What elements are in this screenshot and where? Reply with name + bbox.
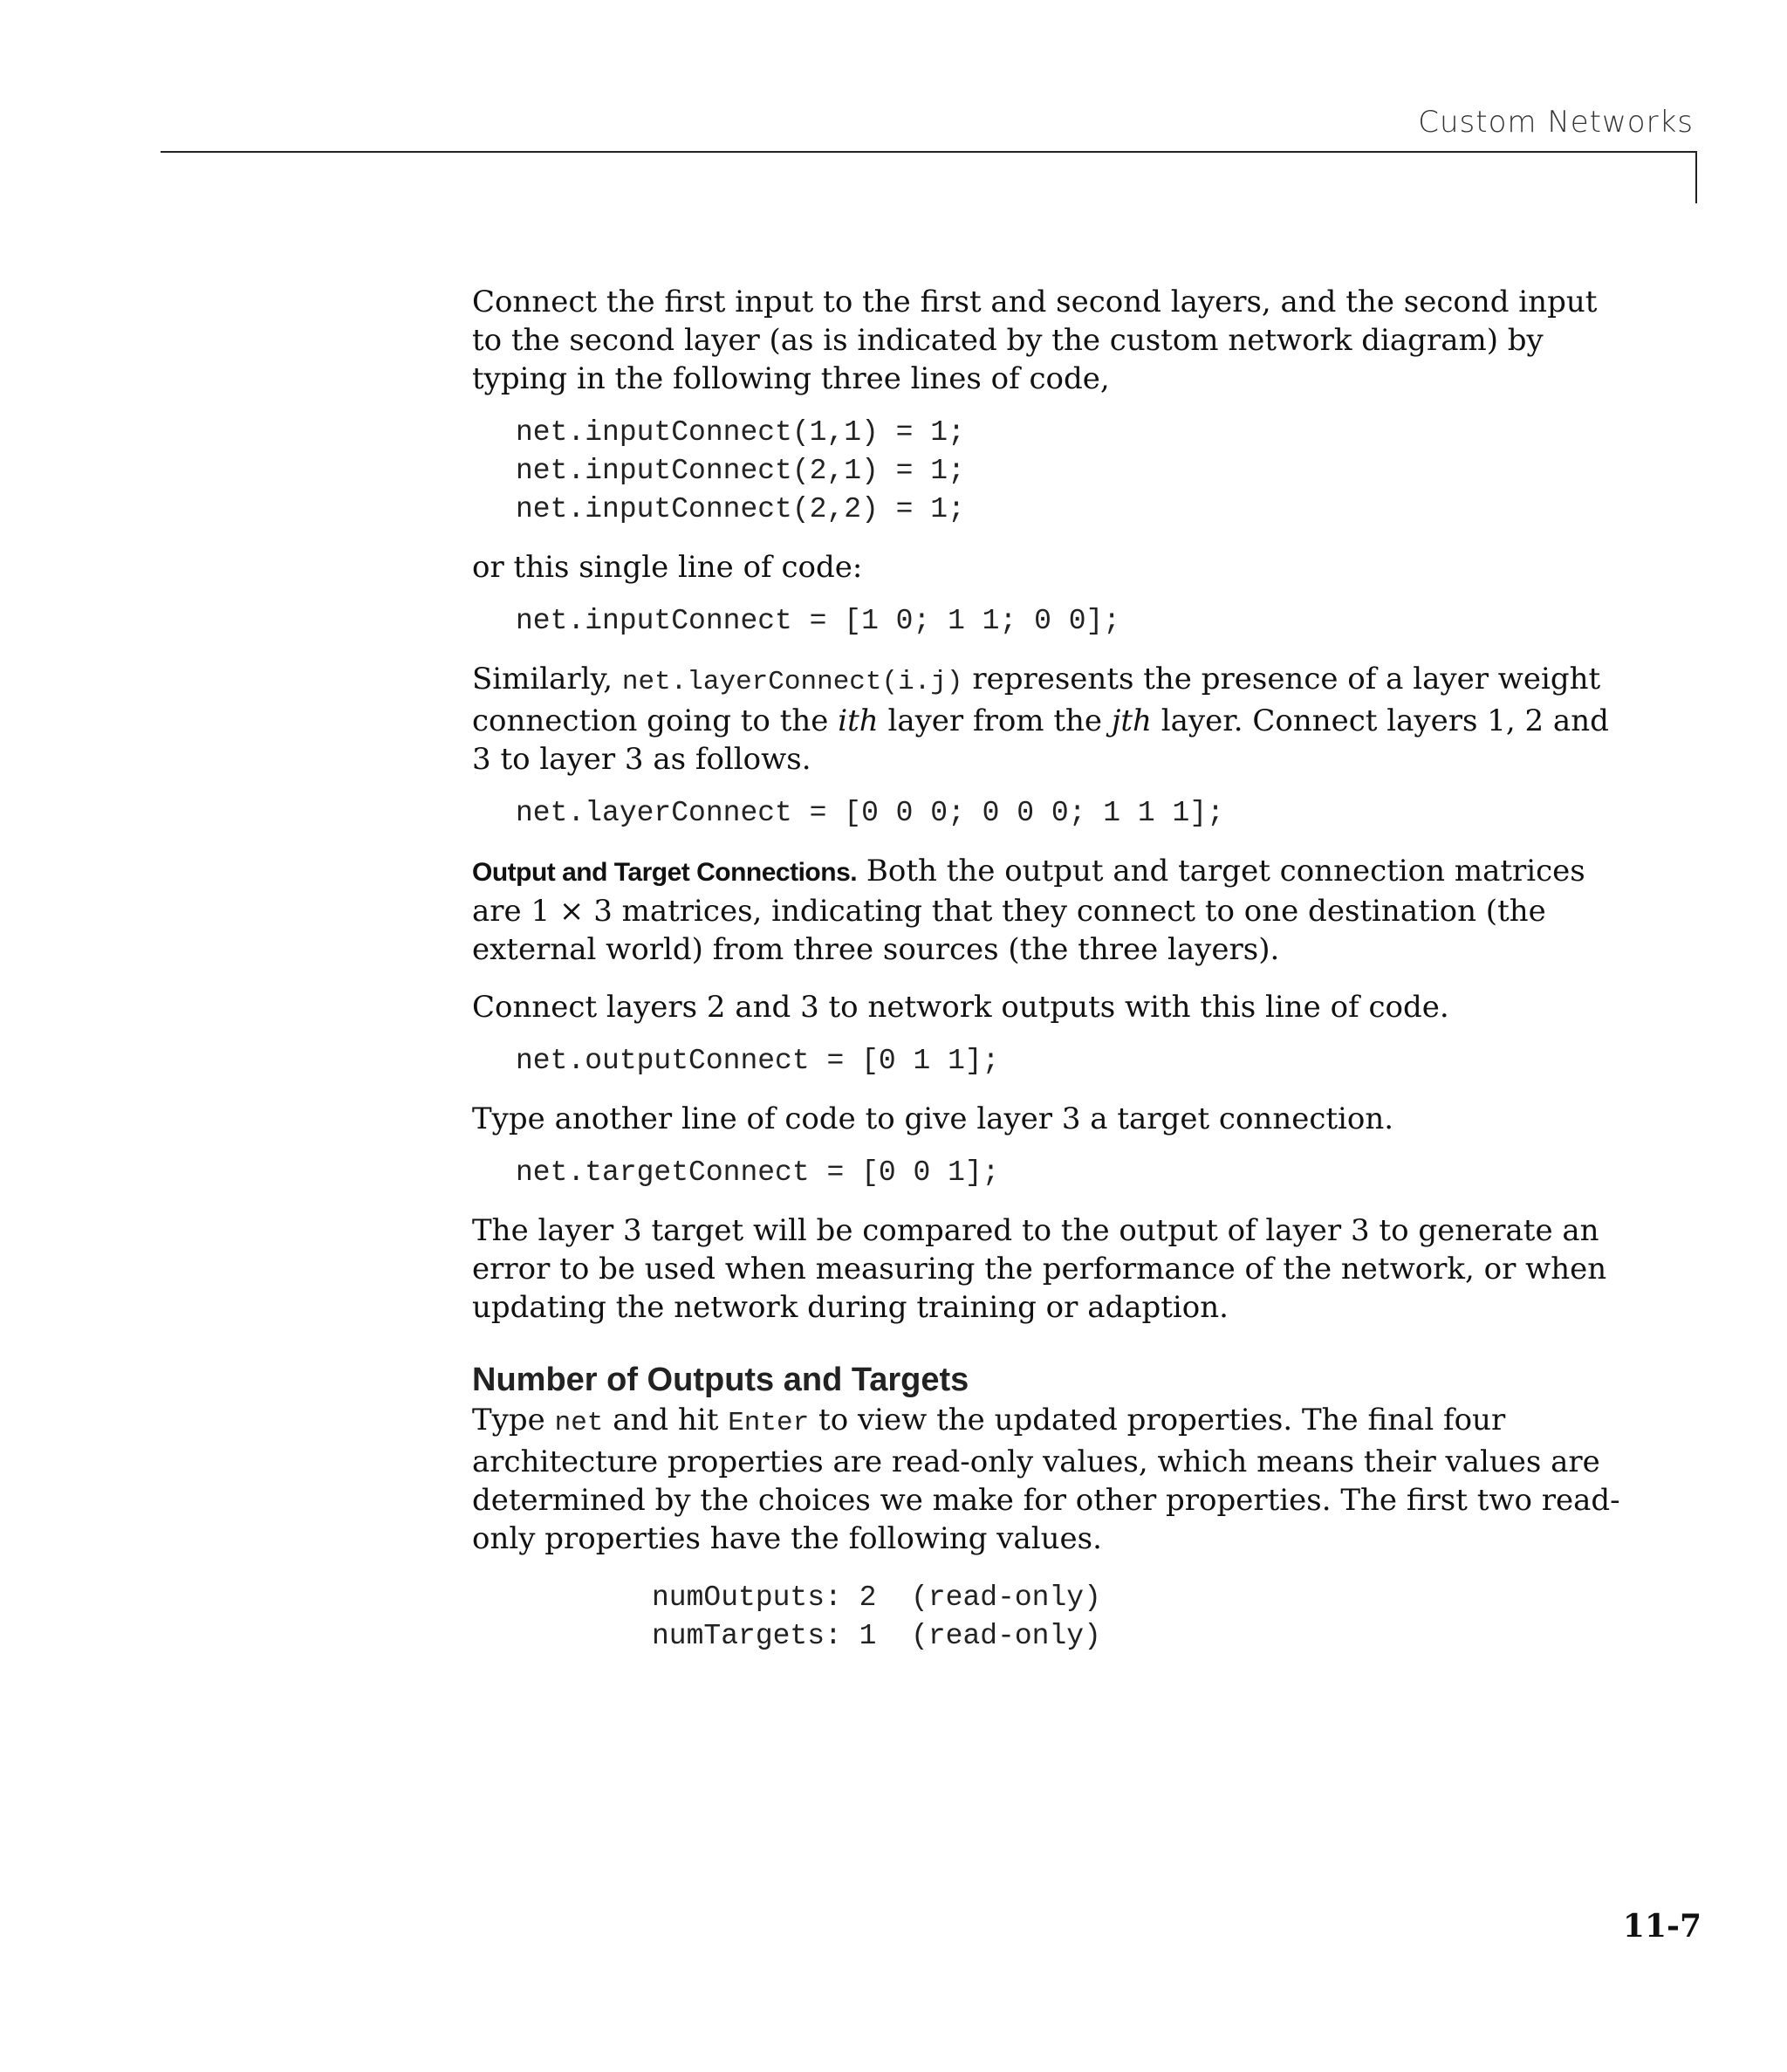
- code-line: net.inputConnect(1,1) = 1;: [516, 416, 965, 449]
- inline-code: net.layerConnect(i.j): [621, 667, 963, 697]
- inline-code: Enter: [728, 1408, 810, 1438]
- text-span: Similarly,: [472, 662, 622, 696]
- header-corner-tick: [1695, 151, 1697, 203]
- code-line: numTargets: 1 (read-only): [652, 1620, 1101, 1652]
- paragraph-output-target-connections: [472, 852, 1624, 969]
- paragraph-view-properties: [472, 1401, 1624, 1558]
- code-block-target-connect: [516, 1154, 1624, 1192]
- text-span: Both the output and target connection matrices are 1 × 3 matrices, indicating that they connect to one destination (the external world) from three sources (the three layers).: [472, 854, 1585, 967]
- code-line: net.inputConnect(2,1) = 1;: [516, 455, 965, 487]
- paragraph-target-connection: Type another line of code to give layer 3 a target connection.: [472, 1101, 1394, 1136]
- code-block-input-connect-matrix: [516, 602, 1624, 641]
- text-span: Type: [472, 1403, 555, 1437]
- paragraph-connect-inputs: Connect the first input to the first and second layers, and the second input to the second layer (as is indicated by the custom network diagram) by typing in the following three lines of code,: [472, 285, 1598, 396]
- code-line: numOutputs: 2 (read-only): [652, 1581, 1101, 1614]
- run-in-heading: Output and Target Connections.: [472, 858, 858, 887]
- code-line: net.inputConnect = [1 0; 1 1; 0 0];: [516, 605, 1121, 637]
- code-block-layer-connect: [516, 794, 1624, 833]
- text-span: layer from the: [878, 703, 1112, 738]
- emphasis-jth: jth: [1111, 703, 1152, 738]
- page-number: 11-7: [1622, 1908, 1701, 1945]
- paragraph-layer-connect: [472, 660, 1624, 779]
- paragraph-connect-outputs: Connect layers 2 and 3 to network outputs with this line of code.: [472, 990, 1449, 1025]
- emphasis-ith: ith: [838, 703, 879, 738]
- paragraph-layer3-target: The layer 3 target will be compared to the output of layer 3 to generate an error to be used when measuring the performance of the network, or when updating the network during training or adaption.: [472, 1213, 1607, 1325]
- code-block-input-connect-lines: [516, 414, 1624, 529]
- code-line: net.layerConnect = [0 0 0; 0 0 0; 1 1 1];: [516, 797, 1224, 829]
- paragraph-single-line: or this single line of code:: [472, 550, 863, 585]
- header-rule: [161, 151, 1697, 153]
- section-heading: Number of Outputs and Targets: [472, 1362, 969, 1398]
- text-span: represents the presence of a layer weight connection going to the: [472, 662, 1601, 738]
- text-span: and hit: [603, 1403, 729, 1437]
- text-span: to view the updated properties. The final four architecture properties are read-only values, which means their values are determined by the choices we make for other properties. The first two read-only properties have the following values.: [472, 1403, 1620, 1556]
- running-header-title: Custom Networks: [1418, 105, 1694, 140]
- text-span: layer. Connect layers 1, 2 and 3 to layer 3 as follows.: [472, 703, 1609, 777]
- code-block-read-only-values: [652, 1579, 1624, 1656]
- code-line: net.inputConnect(2,2) = 1;: [516, 493, 965, 525]
- inline-code: net: [554, 1408, 604, 1438]
- code-line: net.outputConnect = [0 1 1];: [516, 1045, 1000, 1077]
- code-line: net.targetConnect = [0 0 1];: [516, 1156, 1000, 1189]
- code-block-output-connect: [516, 1042, 1624, 1081]
- page-body: [472, 283, 1624, 1675]
